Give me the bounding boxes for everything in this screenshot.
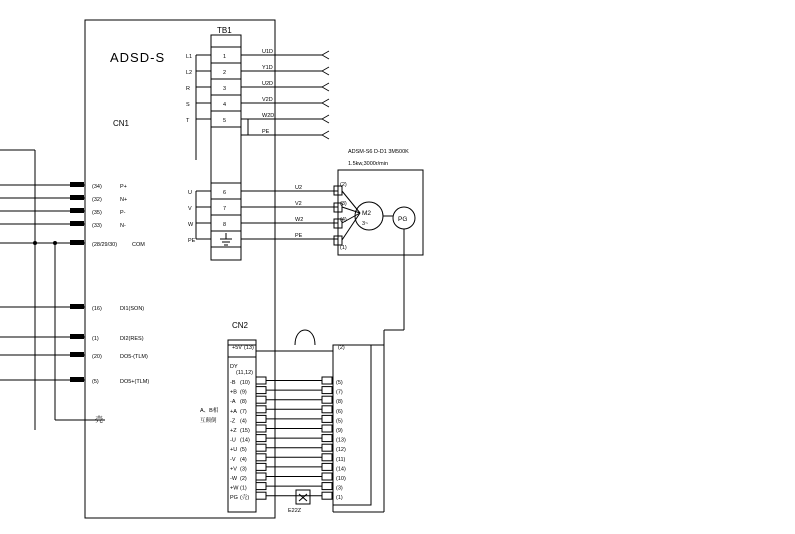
cn2-lpin-9: (3): [240, 466, 247, 473]
motor-phase: 3~: [362, 221, 369, 227]
cn2-right-term-0: [322, 377, 332, 384]
motor-wires: [241, 191, 338, 239]
cn2-sig-1: +B: [230, 389, 237, 396]
tb1-pin-3: 3: [223, 86, 227, 92]
tb1-mpin-7: 7: [223, 206, 227, 212]
cn1-pin-4: (28/29/30): [92, 242, 118, 248]
cn2-rpin-6: (13): [336, 437, 346, 444]
shell-label: 壳: [95, 415, 103, 424]
tb1-mright-3: PE: [295, 233, 303, 239]
cn1-sig-5: DI1(SON): [120, 306, 145, 312]
tb1-right-0: U1D: [262, 49, 274, 55]
cn1-pin-8: (5): [92, 379, 99, 385]
tb1-left-4: T: [186, 118, 190, 124]
cn2-lpin-6: (14): [240, 437, 250, 444]
cn2-rpin-10: (10): [336, 476, 346, 482]
cn2-shield-note-1: A、B相: [200, 408, 219, 414]
cn2-sig-2: -A: [230, 399, 236, 406]
cn2-rpin-3: (6): [336, 408, 343, 415]
tb1-pin-4: 4: [223, 102, 227, 108]
cn2-lpin-8: (4): [240, 456, 247, 463]
cn2-lpin-12: (壳): [240, 495, 250, 502]
cn1-sig-0: P+: [120, 184, 127, 190]
motor-terminal-1: (3): [340, 201, 347, 207]
tb1-pin-1: 1: [223, 54, 227, 60]
tb1-left-1: L2: [186, 70, 193, 76]
tb1-right-wires: [241, 51, 329, 139]
tb1-mright-2: W2: [295, 217, 304, 223]
cn2-rpin-7: (12): [336, 447, 346, 454]
tb1-mright-1: V2: [295, 201, 302, 207]
tb1-left-0: L1: [186, 54, 193, 60]
motor-terminal-3: (1): [340, 245, 347, 251]
tb1-pin-5: 5: [223, 118, 227, 124]
tb1-mleft-3: PE: [188, 238, 196, 244]
cn1-pin-0: (34): [92, 184, 102, 190]
tb1-left-2: R: [186, 86, 190, 92]
cn2-rpin-9: (14): [336, 466, 346, 473]
cn2-left-term-7: [256, 444, 266, 451]
cn2-sig-11: +W: [230, 485, 239, 492]
motor-block: [334, 170, 423, 255]
cn2-rpin-1: (7): [336, 389, 343, 396]
drive-title: ADSD-S: [110, 50, 166, 65]
cn2-sig-3: +A: [230, 408, 237, 415]
motor-name: M2: [362, 210, 372, 217]
cn2-top-right-pin: (2): [338, 345, 345, 351]
cn1-sig-1: N+: [120, 197, 128, 203]
tb1-left-3: S: [186, 102, 190, 108]
cn2-left-term-9: [256, 463, 266, 470]
cn2-right-term-8: [322, 454, 332, 461]
motor-terminal-2: (4): [340, 217, 347, 223]
cn2-lpin-0: (10): [240, 380, 250, 386]
cn2-left-term-3: [256, 406, 266, 413]
cn1-pin-6: (1): [92, 336, 99, 342]
cn1-label: CN1: [113, 119, 130, 128]
cn2-right-term-11: [322, 483, 332, 490]
cn2-shield-label: DY: [230, 364, 238, 370]
cn2-right-term-4: [322, 415, 332, 422]
cn2-left-term-1: [256, 387, 266, 394]
cn2-sig-5: +Z: [230, 428, 237, 434]
cn2-rpin-8: (11): [336, 456, 346, 463]
cn2-left-term-5: [256, 425, 266, 432]
cn2-shield-pins: (11,12): [236, 370, 254, 376]
cn2-left-term-10: [256, 473, 266, 480]
cn2-left-term-8: [256, 454, 266, 461]
tb1-pin-2: 2: [223, 70, 227, 76]
cn1-sig-7: DO5-(TLM): [120, 354, 148, 360]
cn2-lpin-2: (8): [240, 399, 247, 406]
tb1-mleft-0: U: [188, 190, 192, 196]
cn2-rpin-2: (8): [336, 399, 343, 406]
cn2-right-term-9: [322, 463, 332, 470]
cn2-rpin-5: (9): [336, 428, 343, 434]
cn2-right-term-6: [322, 435, 332, 442]
cn2-right-term-5: [322, 425, 332, 432]
cn2-left-term-6: [256, 435, 266, 442]
encoder-label: PG: [398, 216, 408, 223]
cn2-left-term-4: [256, 415, 266, 422]
tb1-right-4: W2D: [262, 113, 275, 119]
cn1-left-wires: [0, 150, 105, 430]
cn1-sig-6: DI2(RES): [120, 336, 144, 342]
cn2-lpin-1: (9): [240, 389, 247, 396]
cn2-lpin-11: (1): [240, 485, 247, 492]
cn2-left-term-0: [256, 377, 266, 384]
cn2-sig-8: -V: [230, 456, 236, 463]
cn1-sig-8: DO5+(TLM): [120, 379, 150, 385]
cn2-rpin-0: (5): [336, 380, 343, 386]
motor-spec: 1.5kw,3000r/min: [348, 161, 389, 167]
cn2-right-term-7: [322, 444, 332, 451]
cn1-pin-2: (35): [92, 210, 102, 216]
cn2-rpin-11: (3): [336, 485, 343, 492]
cn1-pin-7: (20): [92, 354, 102, 360]
cn2-lpin-4: (4): [240, 418, 247, 425]
cn1-pin-1: (32): [92, 197, 102, 203]
cn2-right-term-12: [322, 492, 332, 499]
tb1-left-stubs: [196, 55, 211, 239]
tb1-right-3: V2D: [262, 97, 273, 103]
cn2-shield-note-2: 互颠倒: [200, 418, 217, 424]
e22z-label: E22Z: [288, 508, 302, 514]
cn2-right-term-1: [322, 387, 332, 394]
e22z-connector: [296, 490, 310, 504]
cn2-top-left-pin: (13): [244, 345, 254, 351]
cn1-terminal-marks: [70, 182, 84, 382]
cn1-sig-2: P-: [120, 210, 126, 216]
cn2-top-left-sig: +5V: [232, 345, 242, 351]
cn2-lpin-10: (2): [240, 476, 247, 482]
cn2-sig-7: +U: [230, 447, 238, 454]
tb1-right-5: PE: [262, 129, 270, 135]
cn2-lpin-5: (15): [240, 428, 250, 434]
tb1-mright-0: U2: [295, 185, 303, 191]
cn1-sig-4: COM: [132, 242, 145, 248]
motor-terminal-0: (2): [340, 182, 347, 188]
tb1-mpin-8: 8: [223, 222, 227, 228]
motor-model: ADSM-S6 D-D1 3M500K: [348, 149, 409, 155]
cn2-sig-4: -Z: [230, 418, 236, 425]
cn2-label: CN2: [232, 321, 249, 330]
cn2-sig-12: PG: [230, 495, 238, 502]
tb1-label: TB1: [217, 26, 232, 35]
cn2-right-term-3: [322, 406, 332, 413]
cn2-left-term-2: [256, 396, 266, 403]
cn2-sig-6: -U: [230, 437, 236, 444]
cn1-pin-3: (33): [92, 223, 102, 229]
cn2-lpin-7: (5): [240, 447, 247, 454]
cn2-sig-9: +V: [230, 466, 237, 473]
tb1-mleft-2: W: [188, 222, 194, 228]
cn1-sig-3: N-: [120, 223, 126, 229]
cn2-rpin-12: (1): [336, 495, 343, 502]
cn2-sig-10: -W: [230, 476, 238, 482]
tb1-right-1: Y1D: [262, 65, 273, 71]
tb1-mpin-6: 6: [223, 190, 227, 196]
cn2-right-term-10: [322, 473, 332, 480]
tb1-mleft-1: V: [188, 206, 192, 212]
cn2-lpin-3: (7): [240, 408, 247, 415]
cn2-rpin-4: (5): [336, 418, 343, 425]
cn1-pin-5: (16): [92, 306, 102, 312]
cn2-right-term-2: [322, 396, 332, 403]
cn2-left-term-11: [256, 483, 266, 490]
cn2-left-term-12: [256, 492, 266, 499]
tb1-right-2: U2D: [262, 81, 274, 87]
cn2-sig-0: -B: [230, 380, 236, 386]
